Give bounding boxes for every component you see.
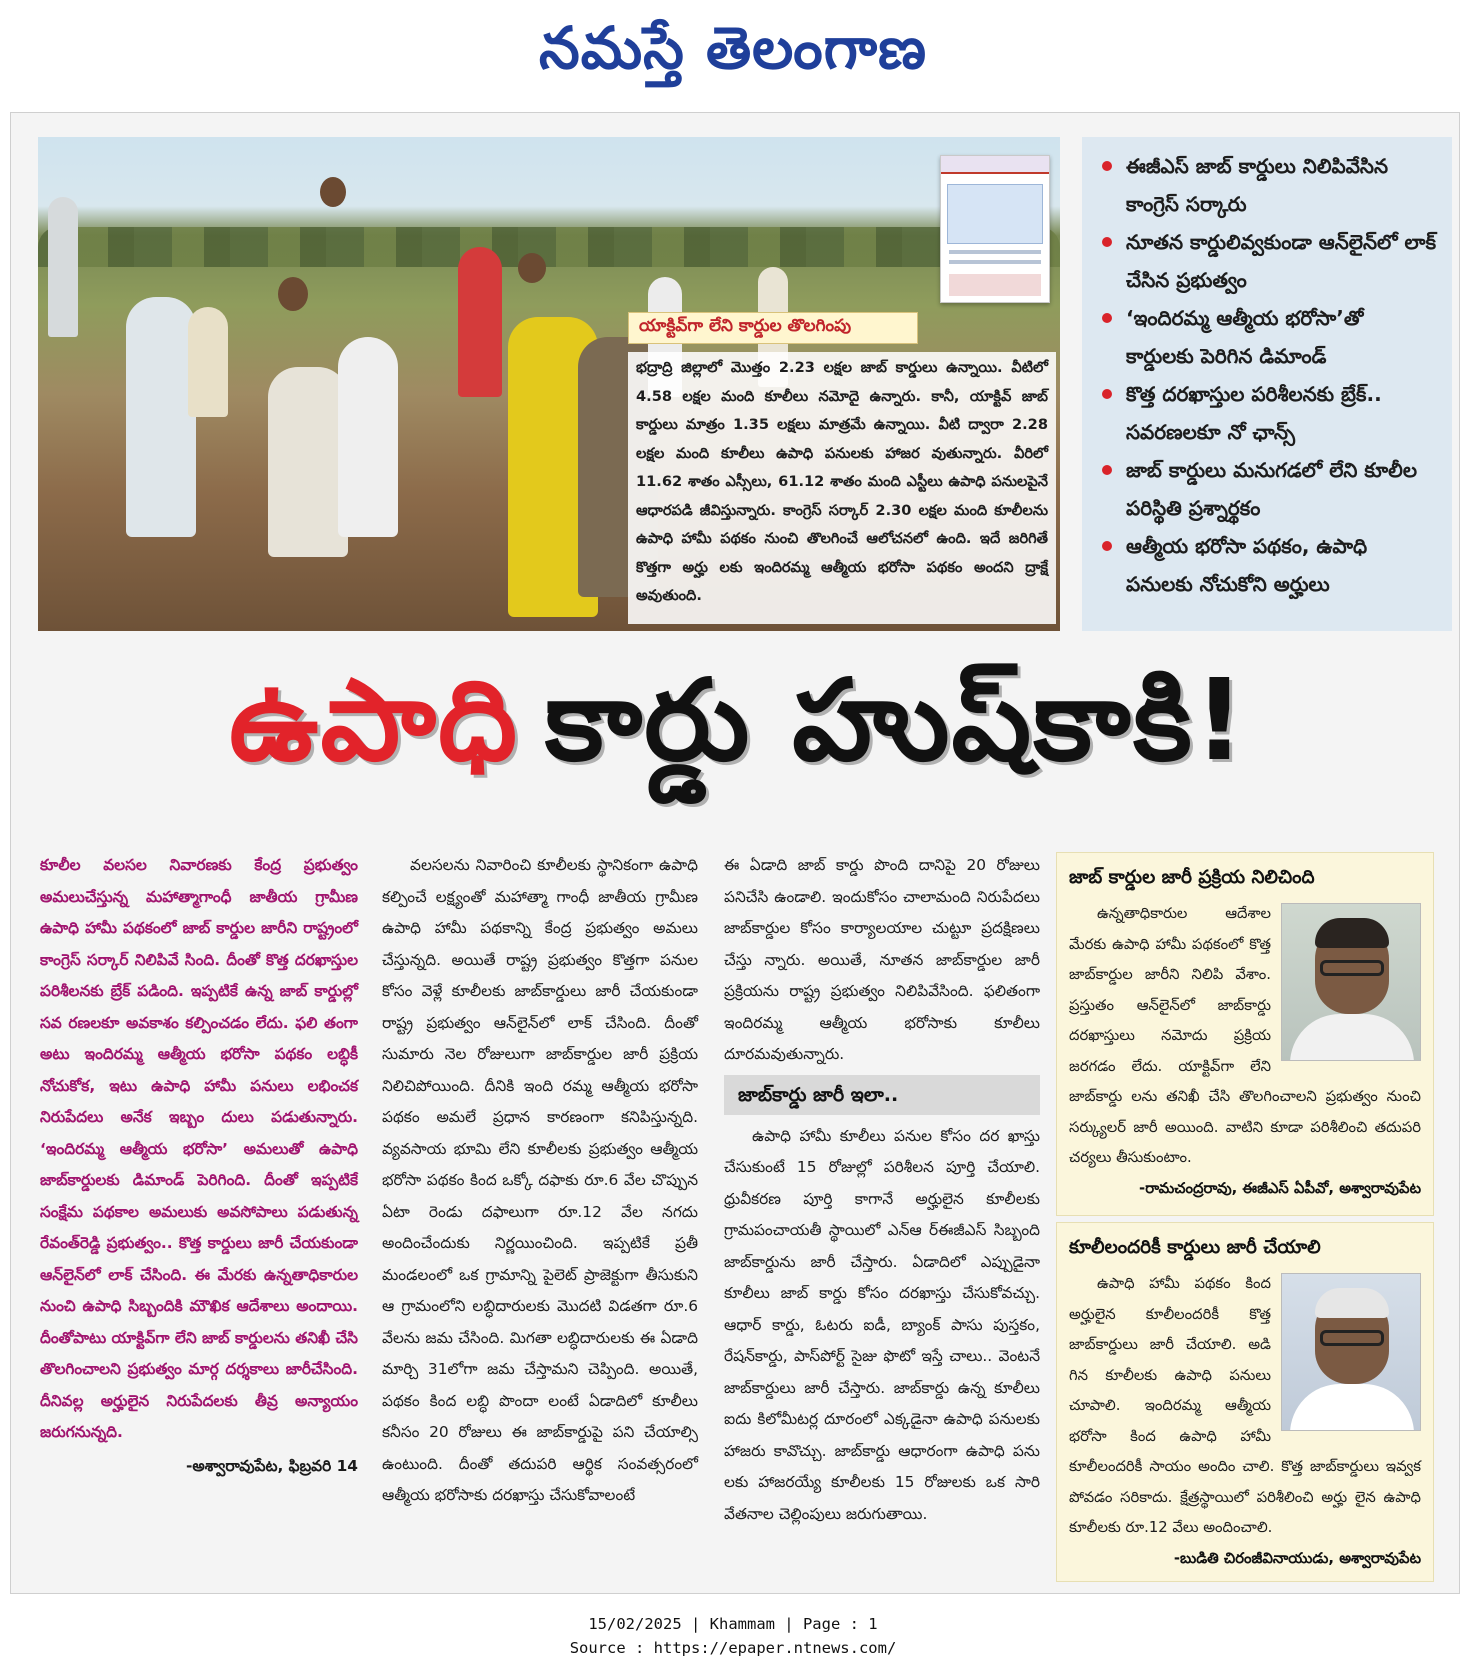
portrait-glasses [1320,1330,1384,1346]
portrait-glasses [1320,960,1384,976]
card-stamp [949,274,1041,296]
photo-trees [38,227,1060,267]
quote-title: కూలీలందరికీ కార్డులు జారీ చేయాలి [1069,1237,1321,1258]
photo-box-title: యాక్టివ్‌గా లేని కార్డుల తొలగింపు [628,312,918,344]
portrait-body [1290,1384,1414,1431]
card-band [941,156,1049,174]
highlight-item: కొత్త దరఖాస్తుల పరిశీలనకు బ్రేక్‌.. సవరణలకూ నో ఛాన్స్‌ [1100,375,1438,451]
headline-red-word: ఉపాధి [229,656,520,786]
highlight-item: ఈజీఎస్‌ జాబ్‌ కార్డులు నిలిపివేసిన కాంగ్రెస్‌ సర్కారు [1100,147,1438,223]
photo-box-text: భద్రాద్రి జిల్లాలో మొత్తం 2.23 లక్షల జాబ్‌ కార్డులు ఉన్నాయి. వీటిలో 4.58 లక్షల మంది కూలీలు నమోదై ఉన్నారు. కానీ, యాక్టివ్‌ జాబ్‌ కార్డులు మాత్రం 1.35 లక్షలు మాత్రమే ఉన్నాయి. వీటి ద్వారా 2.28 లక్షల మంది కూలీలు ఉపాధి పనులకు హాజర వుతున్నారు. వీరిలో 11.62 శాతం ఎస్సీలు, 61.12 శాతం మంది ఎస్టీలు ఉపాధి పనులపైనే ఆధారపడి జీవిస్తున్నారు. కాంగ్రెస్‌ సర్కార్‌ 2.30 లక్షల మంది కూలీలను ఉపాధి హామీ పథకం నుంచి తొలగించే ఆలోచనలో ఉంది. ఇదే జరిగితే కొత్తగా అర్హు లకు ఇందిరమ్మ ఆత్మీయ భరోసా పథకం అందని ద్రాక్షే అవుతుంది. [628,352,1056,624]
subheading: జాబ్‌కార్డు జారీ ఇలా.. [724,1075,1040,1115]
card-panel [947,184,1043,244]
photo-figure-head [518,253,546,283]
body-text-2: వలసలను నివారించి కూలీలకు స్థానికంగా ఉపాధి కల్పించే లక్ష్యంతో మహాత్మా గాంధీ జాతీయ గ్రామీణ ఉపాధి హామీ పథకాన్ని కేంద్ర ప్రభుత్వం అమలు చేస్తున్నది. అయితే రాష్ట్ర ప్రభుత్వం కొత్తగా పనుల కోసం వెళ్లే కూలీలకు జాబ్‌కార్డులు జారీ చేయకుండా రాష్ట్ర ప్రభుత్వం ఆన్‌లైన్‌లో లాక్‌ చేసింది. దీంతో సుమారు నెల రోజులుగా జాబ్‌కార్డుల జారీ ప్రక్రియ నిలిచిపోయింది. దీనికి ఇంది రమ్మ ఆత్మీయ భరోసా పథకం అమలే ప్రధాన కారణంగా కనిపిస్తున్నది. వ్యవసాయ భూమి లేని కూలీలకు ప్రభుత్వం ఆత్మీయ భరోసా పథకం కింద ఒక్కో దఫాకు రూ.6 వేల చొప్పున ఏటా రెండు దఫాలుగా రూ.12 వేల నగదు అందించేందుకు నిర్ణయించింది. ఇప్పటికే ప్రతీ మండలంలో ఒక గ్రామాన్ని పైలెట్‌ ప్రాజెక్టుగా తీసుకుని ఆ గ్రామంలోని లబ్ధిదారులకు మొదటి విడతగా రూ.6 వేలను జమ చేసింది. మిగతా లబ్ధిదారులకు ఈ ఏడాది మార్చి 31లోగా జమ చేస్తామని చెప్పింది. అయితే, పథకం కింద లబ్ధి పొందా లంటే ఏడాదిలో కూలీలు కనీసం 20 రోజులు ఈ జాబ్‌కార్డుపై పని చేయాల్సి ఉంటుంది. దీంతో తదుపరి ఆర్థిక సంవత్సరంలో ఆత్మీయ భరోసాకు దరఖాస్తు చేసుకోవాలంటే [382,856,698,1504]
card-line [949,250,1041,254]
dateline: -అశ్వారావుపేట, ఫిబ్రవరి 14 [186,1456,358,1475]
bullet-icon [1102,465,1112,475]
bullet-icon [1102,389,1112,399]
body-text-3-top: ఈ ఏడాది జాబ్‌ కార్డు పొంది దానిపై 20 రోజులు పనిచేసి ఉండాలి. ఇందుకోసం చాలామంది నిరుపేదలు జాబ్‌కార్డుల కోసం కార్యాలయాల చుట్టూ ప్రదక్షిణలు చేస్తు న్నారు. అయితే, నూతన జాబ్‌కార్డుల జారీ ప్రక్రియను రాష్ట్ర ప్రభుత్వం నిలిపివేసింది. ఫలితంగా ఇందిరమ్మ ఆత్మీయ భరోసాకు కూలీలు దూరమవుతున్నారు. [724,856,1040,1063]
highlights-list [1100,147,1438,603]
bullet-icon [1102,541,1112,551]
quote-byline: -రామచంద్రరావు, ఈజీఎస్‌ ఏపీవో, అశ్వారావుపేట [1139,1179,1421,1197]
bullet-icon [1102,237,1112,247]
photo-figure [48,197,78,337]
portrait-body [1290,1014,1414,1061]
newspaper-logo: నమస్తే తెలంగాణ [539,13,927,82]
photo-figure [458,247,502,397]
quote-text: ఉపాధి హామీ పథకం కింద అర్హులైన కూలీలందరికీ కొత్త జాబ్‌కార్డులు జారీ చేయాలి. అడి గిన కూలీలకు ఉపాధి పనులు చూపాలి. ఇందిరమ్మ ఆత్మీయ భరోసా కింద ఉపాధి హామీ కూలీలందరికీ సాయం అందిం చాలి. కొత్త జాబ్‌కార్డులు ఇవ్వక పోవడం సరికాదు. క్షేత్రస్థాయిలో పరిశీలించి అర్హు లైన ఉపాధి కూలీలకు రూ.12 వేలు అందించాలి. [1069,1275,1421,1536]
leader-portrait [1281,1273,1421,1431]
quote-title: జాబ్‌ కార్డుల జారీ ప్రక్రియ నిలిచింది [1069,867,1315,888]
photo-figure [188,307,228,417]
lead-column [40,850,358,1482]
highlight-item: ‘ఇందిరమ్మ ఆత్మీయ భరోసా’తో కార్డులకు పెరిగిన డిమాండ్‌ [1100,299,1438,375]
job-card-image [940,155,1050,303]
masthead [0,0,1466,110]
photo-figure [126,297,196,537]
photo-figure [268,367,348,557]
lead-text: కూలీల వలసల నివారణకు కేంద్ర ప్రభుత్వం అమలుచేస్తున్న మహాత్మాగాంధీ జాతీయ గ్రామీణ ఉపాధి హామీ పథకంలో జాబ్‌ కార్డుల జారీని రాష్ట్రంలో కాంగ్రెస్‌ సర్కార్‌ నిలిపివే సింది. దీంతో కొత్త దరఖాస్తుల పరిశీలనకు బ్రేక్‌ పడింది. ఇప్పటికే ఉన్న జాబ్‌ కార్డుల్లో సవ రణలకూ అవకాశం కల్పించడం లేదు. ఫలి తంగా అటు ఇందిరమ్మ ఆత్మీయ భరోసా పథకం లబ్ధికీ నోచుకోక, ఇటు ఉపాధి హామీ పనులు లభించక నిరుపేదలు అనేక ఇబ్బం దులు పడుతున్నారు. ‘ఇందిరమ్మ ఆత్మీయ భరోసా’ అమలుతో ఉపాధి జాబ్‌కార్డులకు డిమాండ్‌ పెరిగింది. దీంతో ఇప్పటికే సంక్షేమ పథకాల అమలుకు అవసోపాలు పడుతున్న రేవంత్‌రెడ్డి ప్రభుత్వం.. కొత్త కార్డులు జారీ చేయకుండా ఆన్‌లైన్‌లో లాక్‌ చేసింది. ఈ మేరకు ఉన్నతాధికారుల నుంచి ఉపాధి సిబ్బందికి మౌఖిక ఆదేశాలు అందాయి. దీంతోపాటు యాక్టివ్‌గా లేని జాబ్‌ కార్డులను తనిఖీ చేసి తొలగించాలని ప్రభుత్వం మార్గ దర్శకాలు జారీచేసింది. దీనివల్ల అర్హులైన నిరుపేదలకు తీవ్ర అన్యాయం జరుగనున్నది. [40,856,358,1441]
photo-figure-head [320,177,346,207]
quote-byline: -బుడితి చిరంజీవినాయుడు, అశ్వారావుపేట [1173,1549,1421,1567]
highlight-item: నూతన కార్డులివ్వకుండా ఆన్‌లైన్‌లో లాక్‌ చేసిన ప్రభుత్వం [1100,223,1438,299]
page-footer [0,1612,1466,1660]
bullet-icon [1102,313,1112,323]
quote-box-leader [1056,1222,1434,1582]
body-column-2 [382,850,698,1512]
body-column-3 [724,850,1040,1530]
photo-figure [338,337,398,537]
card-line [949,260,1041,264]
footer-edition: 15/02/2025 | Khammam | Page : 1 [588,1615,878,1633]
main-headline [38,650,1438,820]
photo-figure-head [278,277,308,311]
portrait-hair [1315,1288,1389,1318]
quote-text: ఉన్నతాధికారుల ఆదేశాల మేరకు ఉపాధి హామీ పథకంలో కొత్త జాబ్‌కార్డుల జారీని నిలిపి వేశాం. ప్రస్తుతం ఆన్‌లైన్‌లో జాబ్‌కార్డు దరఖాస్తులు నమోదు ప్రక్రియ జరగడం లేదు. యాక్టివ్‌గా లేని జాబ్‌కార్డు లను తనిఖీ చేసి తొలగించాలని ప్రభుత్వం నుంచి సర్క్యులర్‌ జారీ అయింది. వాటిని కూడా పరిశీలించి తదుపరి చర్యలు తీసుకుంటాం. [1069,905,1421,1166]
portrait-hair [1315,918,1389,948]
quote-box-official [1056,852,1434,1216]
body-text-3-bottom: ఉపాధి హామీ కూలీలు పనుల కోసం దర ఖాస్తు చేసుకుంటే 15 రోజుల్లో పరిశీలన పూర్తి చేయాలి. ధ్రువీకరణ పూర్తి కాగానే అర్హులైన కూలీలకు గ్రామపంచాయతీ స్థాయిలో ఎన్‌ఆ ర్‌ఈజీఎస్‌ సిబ్బంది జాబ్‌కార్డును జారీ చేస్తారు. ఏడాదిలో ఎప్పుడైనా కూలీలు జాబ్‌ కార్డు కోసం దరఖాస్తు చేసుకోవచ్చు. ఆధార్‌ కార్డు, ఓటరు ఐడీ, బ్యాంక్‌ పాసు పుస్తకం, రేషన్‌కార్డు, పాస్‌పోర్ట్‌ సైజు ఫొటో ఇస్తే చాలు.. వెంటనే జాబ్‌కార్డులు జారీ చేస్తారు. జాబ్‌కార్డు ఉన్న కూలీలు ఐదు కిలోమీటర్ల దూరంలో ఎక్కడైనా ఉపాధి పనులకు హాజరు కావొచ్చు. జాబ్‌కార్డు ఆధారంగా ఉపాధి పను లకు హాజరయ్యే కూలీలకు 15 రోజులకు ఒక సారి వేతనాల చెల్లింపులు జరుగుతాయి. [724,1126,1040,1523]
footer-source: Source : https://epaper.ntnews.com/ [569,1639,897,1657]
bullet-icon [1102,161,1112,171]
headline-black-words: కార్డు హుష్‌కాకి! [545,656,1247,786]
highlights-box [1082,137,1452,631]
official-portrait [1281,903,1421,1061]
highlight-item: జాబ్‌ కార్డులు మనుగడలో లేని కూలీల పరిస్థితి ప్రశ్నార్థకం [1100,451,1438,527]
highlight-item: ఆత్మీయ భరోసా పథకం, ఉపాధి పనులకు నోచుకోని అర్హులు [1100,527,1438,603]
